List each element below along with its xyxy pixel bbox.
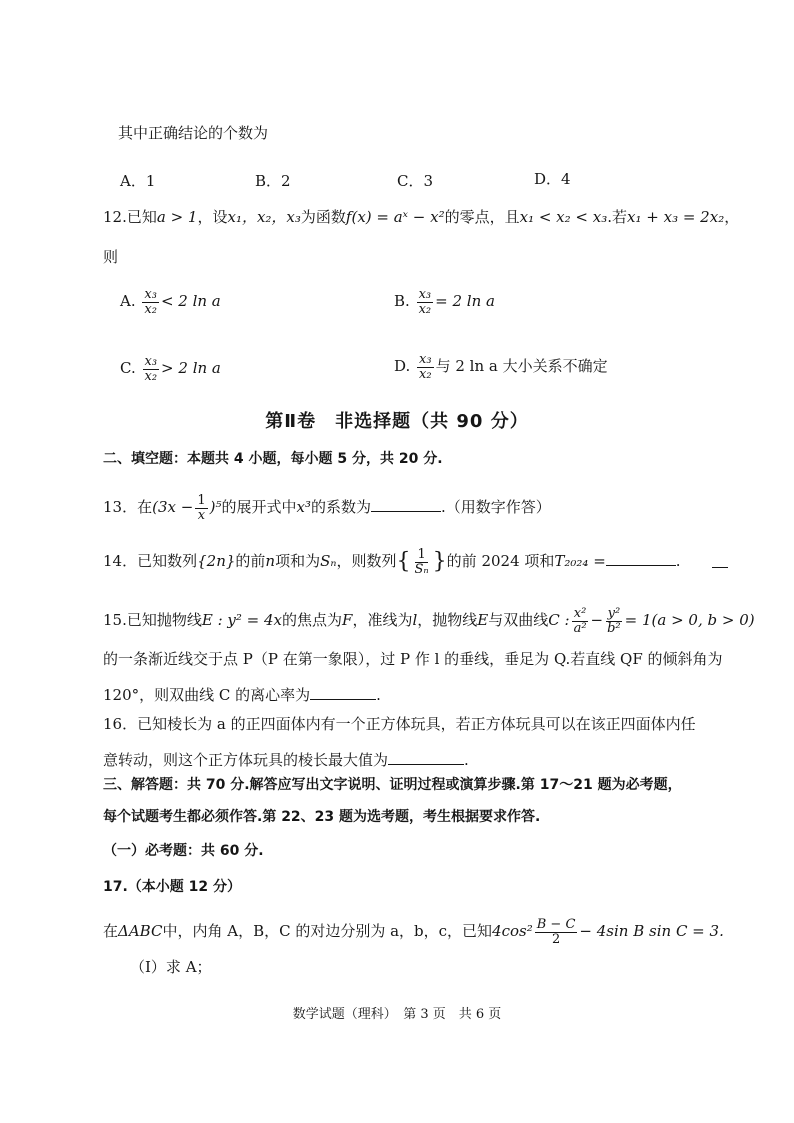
q11-option-c: C．3 (397, 172, 434, 190)
q16-line2: 意转动，则这个正方体玩具的棱长最大值为 . (103, 751, 469, 769)
section2-heading: 二、填空题：本题共 4 小题，每小题 5 分，共 20 分. (103, 451, 443, 467)
q12-option-a: A. $\frac{\text{x₃}}{\text{x₂}}$ < 2 ln a (120, 287, 221, 317)
section3-required: （一）必考题：共 60 分. (103, 843, 264, 859)
q12-then: 则 (103, 248, 119, 266)
section3-line1: 三、解答题：共 70 分.解答应写出文字说明、证明过程或演算步骤.第 17～21 题为必考题， (103, 777, 682, 793)
q15-line3: 120°，则双曲线 C 的离心率为 . (103, 686, 381, 704)
q14-answer-blank[interactable] (606, 551, 676, 566)
q12-stem: 12.已知a > 1，设x₁，x₂，x₃为函数f(x) = aˣ − x²的零点，且x₁ < x₂ < x₃.若x₁ + x₃ = 2x₂， (103, 208, 740, 226)
q15-line2: 的一条渐近线交于点 P（P 在第一象限），过 P 作 l 的垂线，垂足为 Q.若直线 QF 的倾斜角为 (103, 650, 723, 668)
q11-intro: 其中正确结论的个数为 (118, 124, 269, 142)
q12-option-b: B. $\frac{\text{x₃}}{\text{x₂}}$ = 2 ln a (394, 287, 495, 317)
q15-line1: 15.已知抛物线E : y² = 4x的焦点为F，准线为l，抛物线E与双曲线C : $\frac{\text{x²}}{\text{a²}}$ − $\frac{\text{y²}}{\text{b²}}$ = 1(a > 0, b > 0) (103, 606, 755, 636)
q14-stem: 14．已知数列{2n}的前n项和为Sₙ，则数列{ $\frac{1}{\text{Sₙ}}$ }的前 2024 项和T₂₀₂₄ = . (103, 547, 681, 577)
q15-answer-blank[interactable] (310, 685, 376, 700)
q17-heading: 17.（本小题 12 分） (103, 879, 242, 895)
section3-line2: 每个试题考生都必须作答.第 22、23 题为选考题，考生根据要求作答. (103, 809, 541, 825)
q17-part1: （Ⅰ）求 A； (130, 958, 212, 976)
page-footer: 数学试题（理科） 第 3 页 共 6 页 (292, 1007, 502, 1022)
part2-title: 第Ⅱ卷 非选择题（共 90 分） (265, 411, 529, 432)
q16-line1: 16．已知棱长为 a 的正四面体内有一个正方体玩具，若正方体玩具可以在该正四面体内任 (103, 715, 696, 733)
q12-option-c: C. $\frac{\text{x₃}}{\text{x₂}}$ > 2 ln a (120, 354, 221, 384)
q11-option-d: D．4 (534, 170, 571, 188)
margin-mark (712, 567, 728, 568)
q11-option-a: A．1 (120, 172, 156, 190)
q11-option-b: B．2 (255, 172, 291, 190)
q13-answer-blank[interactable] (371, 497, 441, 512)
q17-stem: 在ΔABC中，内角 A，B，C 的对边分别为 a，b，c，已知4cos² $\frac{B - C}{2}$ − 4sin B sin C = 3. (103, 917, 724, 947)
q13-stem: 13．在(3x − $\frac{1}{x}$ )⁵的展开式中x³的系数为 .（用数字作答） (103, 493, 551, 523)
q16-answer-blank[interactable] (388, 750, 464, 765)
q12-option-d: D. $\frac{\text{x₃}}{\text{x₂}}$ 与 2 ln a 大小关系不确定 (394, 352, 608, 382)
